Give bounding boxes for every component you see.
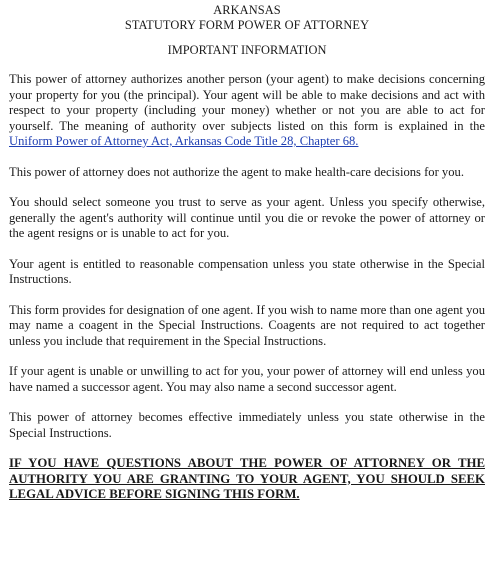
paragraph-authority-text: This power of attorney authorizes another person (your agent) to make decisions concerning your property for you (the principal). Your agent will be able to make decisions and act with respect to your property (including your money) whether or not you are able to act for yourself. The meaning of authority over subjects listed on this form is explained in the [9,72,485,133]
section-heading: IMPORTANT INFORMATION [167,43,327,57]
paragraph-health-care: This power of attorney does not authorize the agent to make health-care decisions for you. [9,164,464,179]
paragraph-compensation: Your agent is entitled to reasonable compensation unless you state otherwise in the Special Instructions. [9,256,485,286]
legal-advice-warning: IF YOU HAVE QUESTIONS ABOUT THE POWER OF ATTORNEY OR THE AUTHORITY YOU ARE GRANTING TO YOUR AGENT, YOU SHOULD SEEK LEGAL ADVICE BEFORE SIGNING THIS FORM. [9,456,485,501]
paragraph-coagent: This form provides for designation of one agent. If you wish to name more than one agent you may name a coagent in the Special Instructions. Coagents are not required to act together unless you include that requirement in the Special Instructions. [9,302,485,348]
paragraph-successor-agent: If your agent is unable or unwilling to act for you, your power of attorney will end unless you have named a successor agent. You may also name a second successor agent. [9,364,485,394]
statute-link[interactable]: Uniform Power of Attorney Act, Arkansas Code Title 28, Chapter 68. [9,134,359,148]
paragraph-authority [9,72,485,150]
form-title: STATUTORY FORM POWER OF ATTORNEY [124,18,370,32]
state-title: ARKANSAS [213,3,281,17]
paragraph-select-agent: You should select someone you trust to serve as your agent. Unless you specify otherwise, generally the agent's authority will continue until you die or revoke the power of attorney or the agent resigns or is unable to act for you. [9,195,485,240]
paragraph-effective: This power of attorney becomes effective immediately unless you state otherwise in the Special Instructions. [9,410,485,440]
document-header [9,3,485,33]
